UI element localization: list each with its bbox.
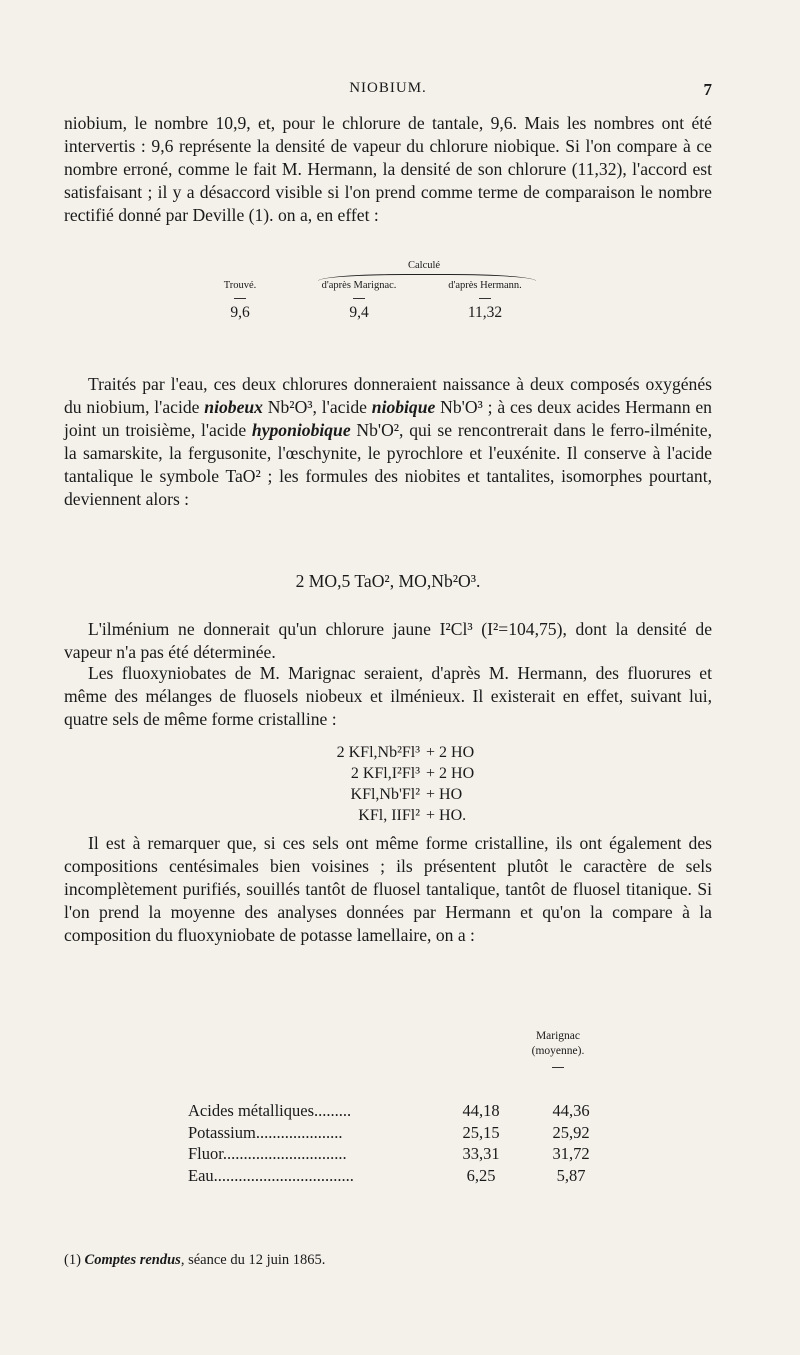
formula-row: 2 KFl,Nb²Fl³ + 2 HO: [336, 744, 475, 761]
term-hyponiobique: hyponiobique: [251, 420, 351, 440]
paragraph-1: niobium, le nombre 10,9, et, pour le chlorure de tantale, 9,6. Mais les nombres ont été intervertis : 9,6 représente la densité de vapeur du chlorure niobique. Si l'on compare à ce nombre erroné, comme le fait M. Hermann, la densité de son chlorure (11,32), l'accord est satisfaisant ; il y a désaccord visible si l'on prend comme terme de comparaison le nombre rectifié donné par Deville (1). on a, en effet :: [64, 113, 712, 225]
calc-col-value: 9,4: [349, 304, 369, 321]
footnote-marker: (1): [64, 1252, 81, 1268]
formula-row: 2 KFl,I²Fl³ + 2 HO: [350, 765, 475, 782]
calc-heading: Calculé: [408, 260, 441, 271]
calc-col-hermann: [430, 280, 540, 322]
page-number: 7: [703, 80, 712, 99]
composition-table: [188, 1100, 618, 1186]
formula-list: [290, 742, 490, 826]
running-header: [64, 80, 712, 104]
calc-col-label: Trouvé.: [223, 280, 257, 291]
table-row: Eau.................................. 6,25 5,87: [188, 1165, 586, 1185]
term-niobeux: niobeux: [204, 397, 263, 417]
term-niobique: niobique: [371, 397, 436, 417]
calc-col-found: [210, 280, 270, 322]
calc-col-value: 11,32: [467, 304, 503, 321]
footnote: [64, 1252, 712, 1269]
paragraph-4: Les fluoxyniobates de M. Marignac seraient, d'après M. Hermann, des fluorures et même des mélanges de fluosels niobeux et ilménieux. Il existerait en effet, suivant lui, quatre sels de même forme cristalline :: [64, 663, 712, 729]
calc-col-marignac: [304, 280, 414, 322]
paragraph-3: L'ilménium ne donnerait qu'un chlorure jaune I²Cl³ (I²=104,75), dont la densité de vapeur n'a pas été déterminée.: [64, 619, 712, 662]
table-row: Acides métalliques......... 44,18 44,36: [188, 1101, 590, 1120]
footnote-text: , séance du 12 juin 1865.: [180, 1252, 326, 1268]
table-row: Fluor.............................. 33,31 31,72: [188, 1144, 590, 1163]
table-row: Potassium..................... 25,15 25,92: [188, 1122, 590, 1142]
composition-header: [515, 1029, 601, 1068]
formula-row: KFl, IIFl² + HO.: [358, 807, 467, 824]
running-title: NIOBIUM.: [349, 80, 427, 96]
calc-col-label: d'après Hermann.: [448, 280, 522, 291]
paragraph-2: Traités par l'eau, ces deux chlorures donneraient naissance à deux composés oxygénés du niobium, l'acide niobeux Nb²O³, l'acide niobique Nb'O³ ; à ces deux acides Hermann en joint un troisième, l'acide hyponiobique Nb'O², qui se rencontrerait dans le ferro-ilménite, la samarskite, la fergusonite, l'œschynite, le pyrochlore et l'euxénite. Il conserve à l'acide tantalique le symbole TaO² ; les formules des niobites et tantalites, isomorphes pourtant, deviennent alors :: [64, 374, 713, 509]
calc-col-label: d'après Marignac.: [321, 280, 397, 291]
composition-header-sub: (moyenne).: [531, 1045, 585, 1057]
composition-header-name: Marignac: [535, 1030, 581, 1042]
calc-col-value: 9,6: [230, 304, 250, 321]
paragraph-5: Il est à remarquer que, si ces sels ont même forme cristalline, ils ont également des compositions centésimales bien voisines ; ils présentent plutôt le caractère de sels incomplètement purifiés, souillés tantôt de fluosel tantalique, tantôt de fluosel titanique. Si l'on prend la moyenne des analyses données par Hermann et qu'on la compare à la composition du fluoxyniobate de potasse lamellaire, on a :: [64, 833, 712, 945]
footnote-source: Comptes rendus: [84, 1252, 181, 1268]
formula-row: KFl,Nb'Fl² + HO: [350, 786, 463, 803]
formula-niobites: 2 MO,5 TaO², MO,Nb²O³.: [295, 571, 481, 591]
